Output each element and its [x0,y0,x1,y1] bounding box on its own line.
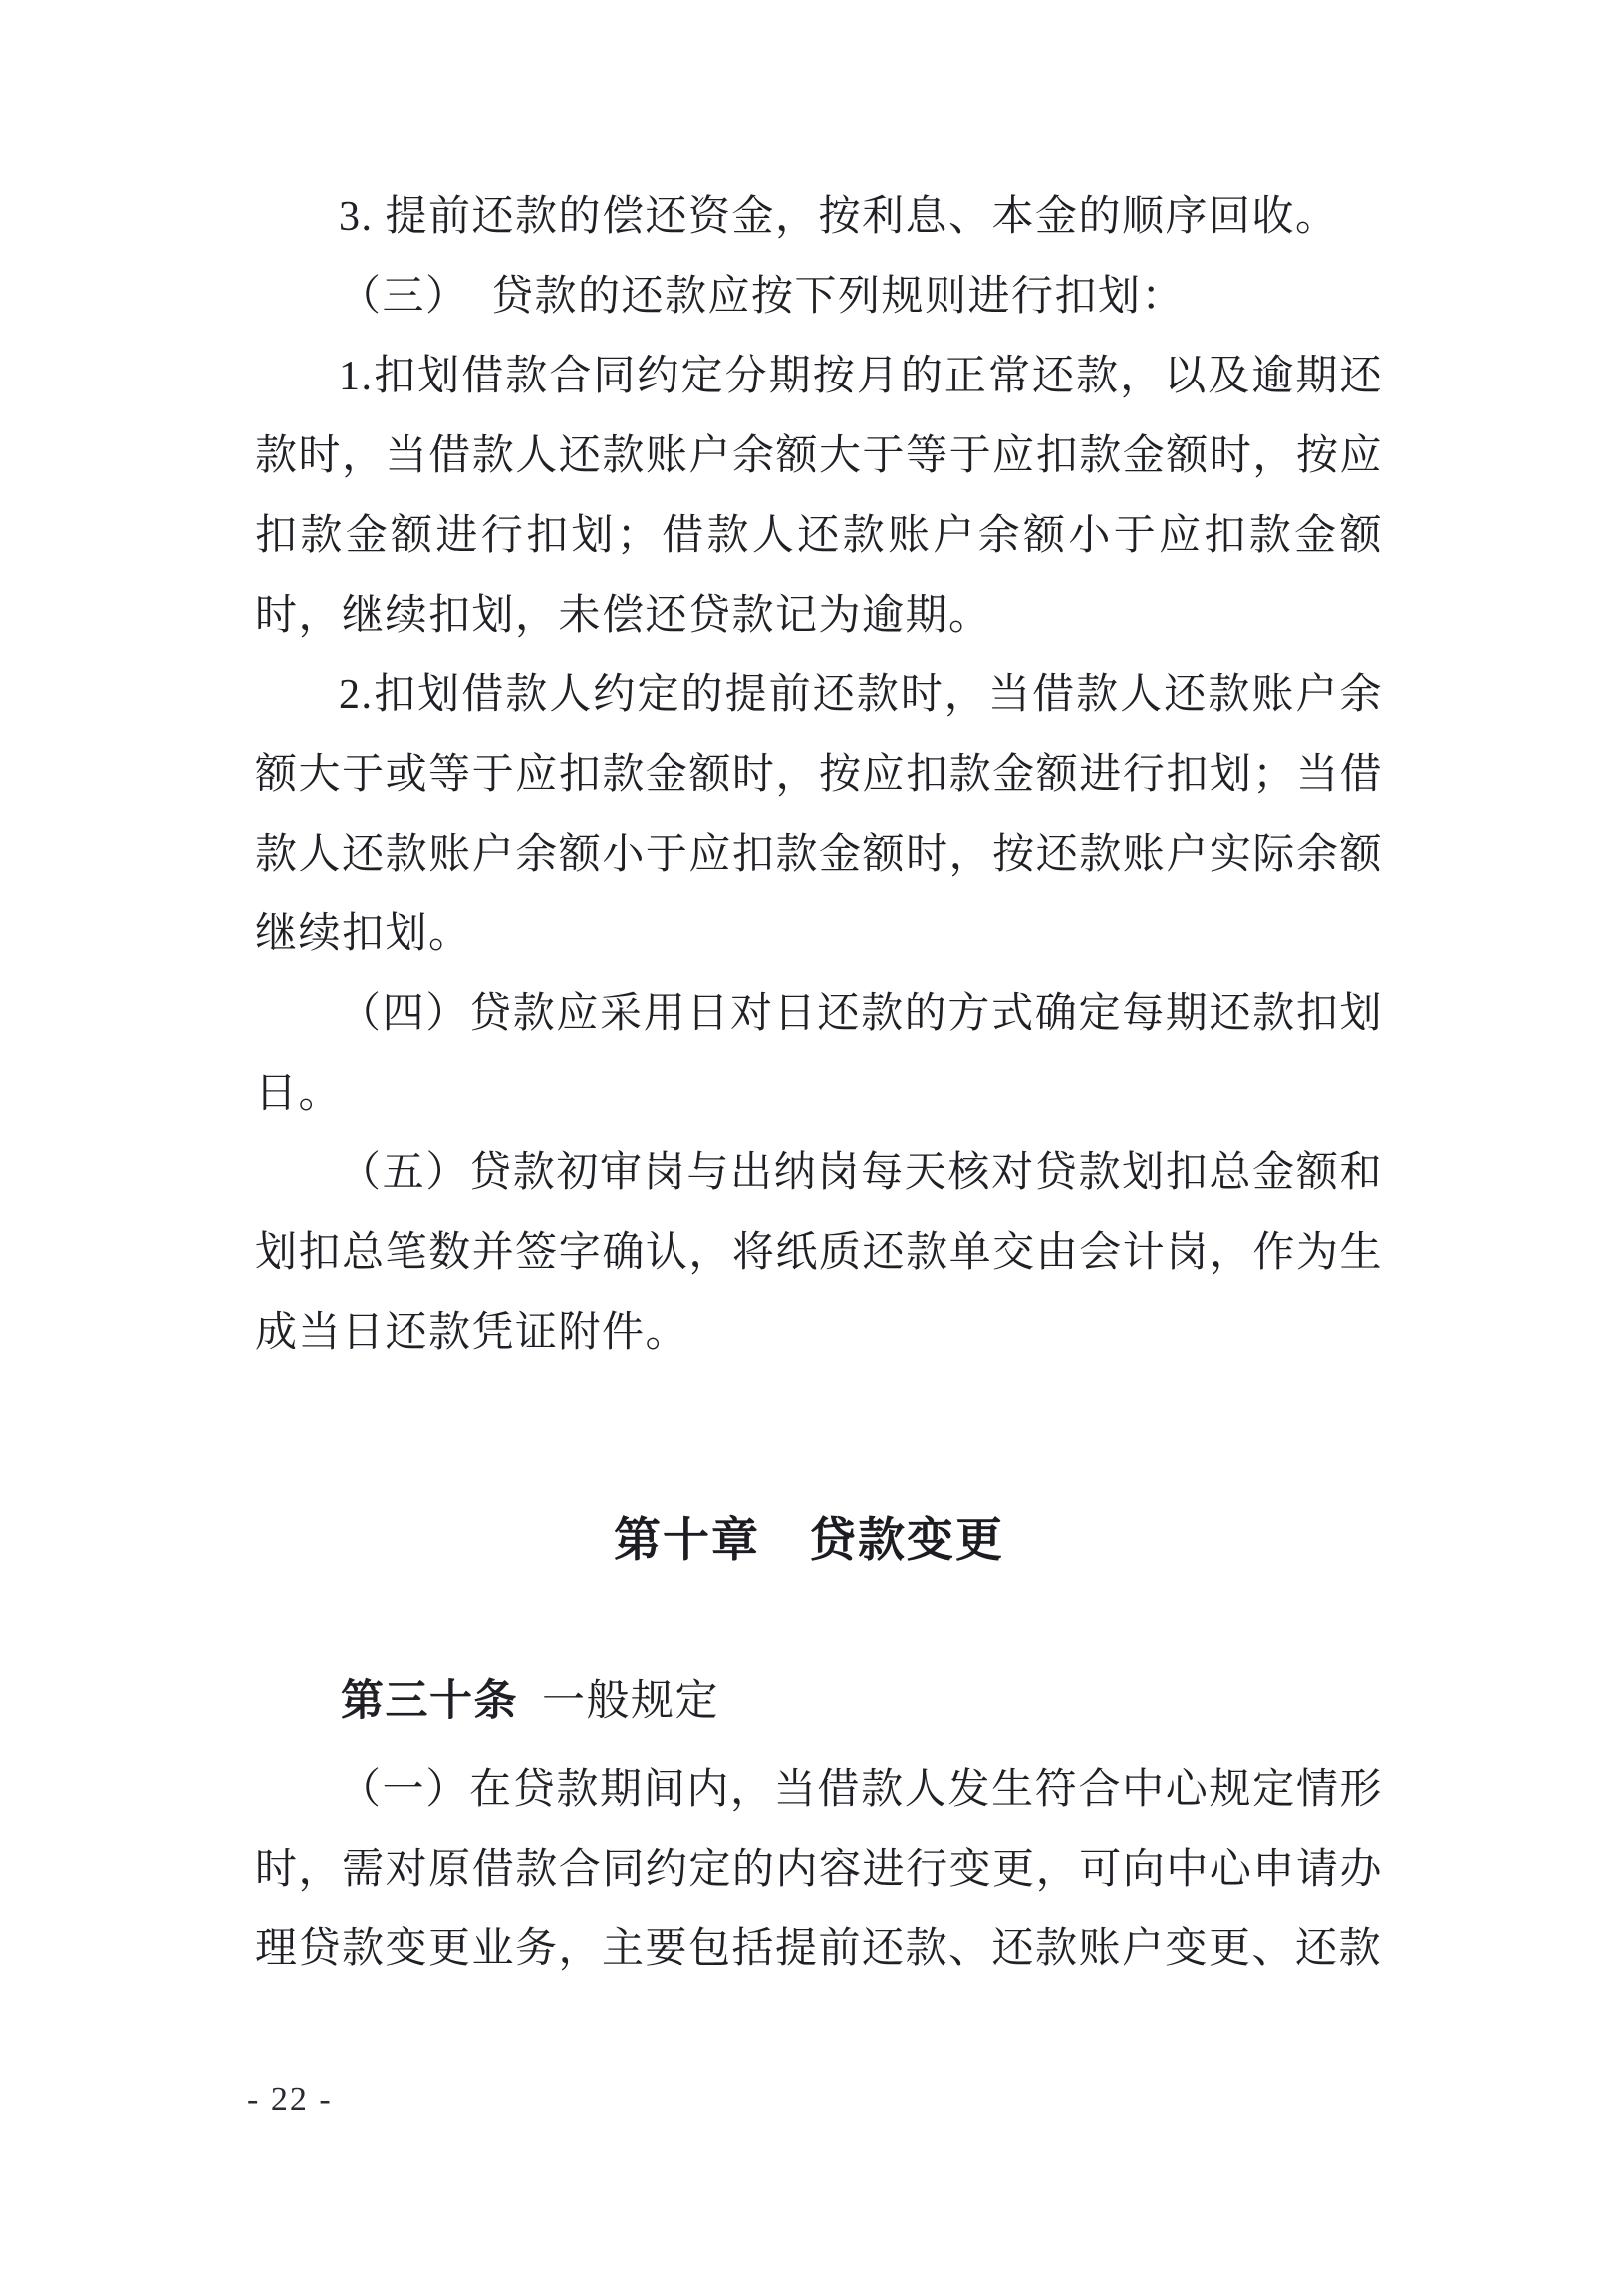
article-heading [255,1661,1383,1742]
paragraph-item-san: （三） 贷款的还款应按下列规则进行扣划： [339,274,1186,320]
article-title: 一般规定 [542,1678,719,1725]
repayment-rules-section [255,177,1383,1373]
paragraph-item-yi: （一）在贷款期间内，当借款人发生符合中心规定情形时，需对原借款合同约定的内容进行变更，可向中心申请办理贷款变更业务，主要包括提前还款、还款账户变更、还款 [255,1767,1383,1972]
paragraph-sub-item-1: 1.扣划借款合同约定分期按月的正常还款，以及逾期还款时，当借款人还款账户余额大于等于应扣款金额时，按应扣款金额进行扣划；借款人还款账户余额小于应扣款金额时，继续扣划，未偿还贷款记为逾期。 [255,354,1383,638]
paragraph-item-3: 3. 提前还款的偿还资金，按利息、本金的顺序回收。 [339,194,1339,240]
article-number: 第三十条 [341,1677,518,1725]
paragraph-sub-item-2: 2.扣划借款人约定的提前还款时，当借款人还款账户余额大于或等于应扣款金额时，按应扣款金额进行扣划；当借款人还款账户余额小于应扣款金额时，按还款账户实际余额继续扣划。 [255,672,1383,957]
loan-change-section [255,1750,1383,1989]
paragraph-item-si: （四）贷款应采用日对日还款的方式确定每期还款扣划日。 [255,991,1383,1117]
chapter-heading: 第十章 贷款变更 [614,1513,1004,1566]
page-number: - 22 - [247,2081,333,2118]
paragraph-item-wu: （五）贷款初审岗与出纳岗每天核对贷款划扣总金额和划扣总笔数并签字确认，将纸质还款单交由会计岗，作为生成当日还款凭证附件。 [255,1150,1383,1356]
